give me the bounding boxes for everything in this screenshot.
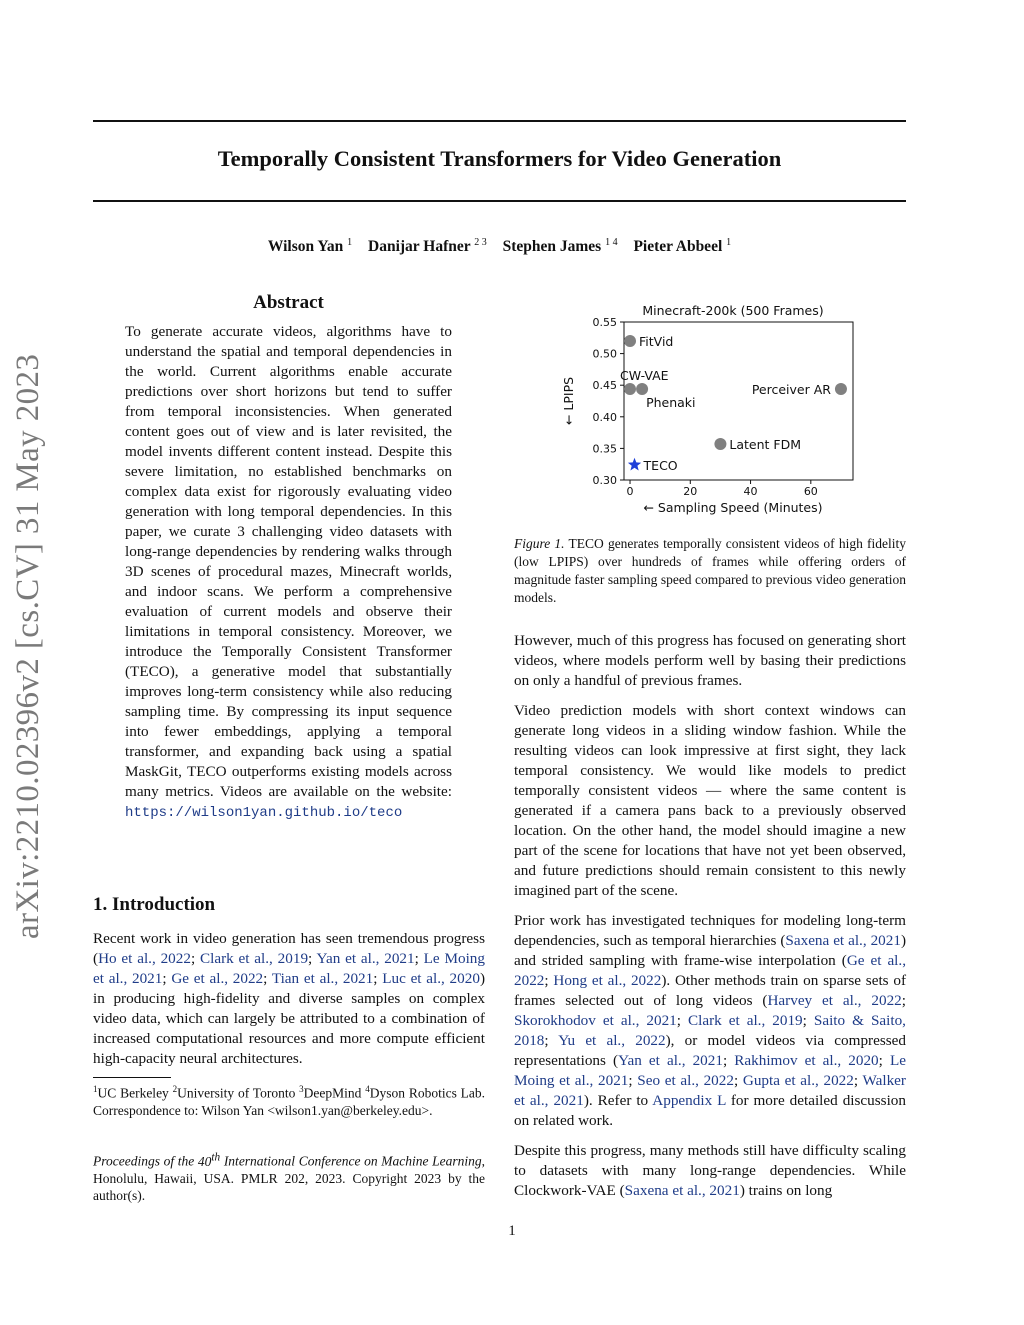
citation-link[interactable]: Le Moing et al., 2021 [514, 1052, 906, 1089]
appendix-link[interactable]: Appendix L [652, 1092, 726, 1109]
abstract-heading: Abstract [253, 292, 324, 313]
point-cw-vae [624, 383, 636, 395]
citation-link[interactable]: Skorokhodov et al., 2021 [514, 1012, 677, 1029]
author: Wilson Yan $^1$ [267, 237, 353, 256]
point-phenaki [636, 383, 648, 395]
citation-link[interactable]: Saito & Saito, 2018 [514, 1012, 906, 1049]
citation-link[interactable]: Ge et al., 2022 [171, 970, 264, 987]
chart-x-label: ← Sampling Speed (Minutes) [643, 500, 823, 515]
citation-link[interactable]: Le Moing et al., 2021 [93, 950, 485, 987]
correspondence: Correspondence to: Wilson Yan <wilson1.yan@berkeley.edu>. [93, 1102, 433, 1118]
citation-link[interactable]: Seo et al., 2022 [637, 1072, 734, 1089]
citation-link[interactable]: Clark et al., 2019 [199, 950, 309, 967]
citation-link[interactable]: Rakhimov et al., 2020 [734, 1052, 879, 1069]
chart-title: Minecraft-200k (500 Frames) [642, 303, 824, 318]
y-tick-label: 0.50 [592, 347, 617, 361]
x-tick-label: 20 [683, 485, 698, 498]
citation-link[interactable]: Ge et al., 2022 [514, 952, 906, 989]
x-tick-label: 60 [803, 485, 818, 498]
paragraph: Despite this progress, many methods still have difficulty scaling to datasets with many long-range dependencies. While Clockwork-VAE (Saxena et al., 2021) trains on long [514, 1142, 906, 1199]
abstract-text: To generate accurate videos, algorithms have to understand the spatial and temporal dependencies in the world. Current algorithms enable accurate predictions over short horizons but tend to suffer from temporal inconsistencies. When generated content goes out of view and is later revisited, the model invents different content instead. Despite this severe limitation, no established benchmarks on complex data exist for rigorously evaluating video generation with long temporal dependencies. In this paper, we curate 3 challenging video datasets with long-range dependencies by rendering walks through 3D scenes of procedural mazes, Minecraft worlds, and indoor scans. We perform a comprehensive evaluation of current models and observe their limitations in temporal consistency. Moreover, we introduce the Temporally Consistent Transformer (TECO), a generative model that substantially improves long-term consistency while also reducing sampling time. By compressing its input sequence into fewer embeddings, applying a temporal transformer, and expanding back using a spatial MaskGit, TECO outperforms existing models across many metrics. Videos are available on the website: [125, 323, 452, 800]
point-label-phenaki: Phenaki [646, 394, 696, 410]
y-tick-label: 0.55 [592, 316, 617, 329]
author: Danijar Hafner $^{2 3}$ [368, 237, 487, 256]
arxiv-stamp [0, 0, 66, 1325]
point-fitvid [624, 335, 636, 347]
citation-link[interactable]: Ho et al., 2022 [98, 950, 191, 967]
figure-label: Figure 1. [514, 536, 565, 551]
chart-points [620, 334, 847, 473]
citation-link[interactable]: Saxena et al., 2021 [624, 1182, 740, 1199]
chart-y-label: ← LPIPS [561, 376, 576, 426]
figure-1-chart [555, 300, 875, 522]
paragraph: Prior work has investigated techniques for modeling long-term dependencies, such as temporal hierarchies (Saxena et al., 2021) and strided sampling with frame-wise interpolation (Ge et al., 2022; Hong et al., 2022). Other methods train on sparse sets of frames selected out of long videos (Harvey et al., 2022; Skorokhodov et al., 2021; Clark et al., 2019; Saito & Saito, 2018; Yu et al., 2022), or model videos via compressed representations (Yan et al., 2021; Rakhimov et al., 2020; Le Moing et al., 2021; Seo et al., 2022; Gupta et al., 2022; Walker et al., 2021). Refer to Appendix L for more detailed discussion on related work. [514, 912, 907, 1129]
author-list [93, 237, 906, 256]
title-bottom-rule [93, 200, 906, 202]
citation-link[interactable]: Hong et al., 2022 [553, 972, 662, 989]
y-tick-label: 0.45 [592, 379, 617, 393]
point-label-cw-vae: CW-VAE [620, 367, 669, 383]
footnote-rule [93, 1077, 171, 1078]
intro-paragraph: Recent work in video generation has seen tremendous progress (Ho et al., 2022; Clark et al., 2019; Yan et al., 2021; Le Moing et al., 2021; Ge et al., 2022; Tian et al., 2021; Luc et al., 2020) in producing high-fidelity and diverse samples on complex video data, which can largely be attributed to a combination of increased computational resources and more compute efficient high-capacity neural architectures. [93, 930, 485, 1067]
point-perceiver-ar [835, 383, 847, 395]
point-label-perceiver-ar: Perceiver AR [751, 381, 831, 397]
proceedings-note: Proceedings of the 40th International Conference on Machine Learning, Honolulu, Hawaii, USA. PMLR 202, 2023. Copyright 2023 by the author(s). [93, 1151, 485, 1203]
x-tick-label: 40 [743, 485, 758, 498]
citation-link[interactable]: Clark et al., 2019 [688, 1012, 803, 1029]
point-label-teco: TECO [643, 457, 678, 473]
citation-link[interactable]: Yan et al., 2021 [618, 1052, 723, 1069]
affiliation-footnote: $^1$UC Berkeley $^2$University of Toronto $^3$DeepMind $^4$Dyson Robotics Lab. Correspondence to: Wilson Yan <wilson1.yan@berkeley.edu>. [93, 1084, 486, 1118]
citation-link[interactable]: Harvey et al., 2022 [767, 992, 902, 1009]
chart-y-axis [593, 316, 625, 487]
citation-link[interactable]: Gupta et al., 2022 [742, 1072, 854, 1089]
citation-link[interactable]: Walker et al., 2021 [514, 1072, 906, 1109]
point-teco-star [628, 458, 641, 471]
title-top-rule [93, 120, 906, 122]
section-heading-introduction: 1. Introduction [93, 894, 216, 915]
y-tick-label: 0.40 [592, 410, 617, 424]
paragraph: Video prediction models with short context windows can generate long videos in a sliding window fashion. While the resulting videos can look impressive at first sight, they lack temporal consistency. We would like models to predict temporally consistent videos — where the same content is generated if a camera pans back to a previously observed location. On the other hand, the model should imagine a new part of the scene for locations that have not yet been observed, and future predictions should remain consistent to this newly imagined part of the scene. [514, 702, 906, 899]
abstract-body [125, 322, 452, 823]
y-tick-label: 0.30 [592, 474, 617, 487]
figure-1-caption: Figure 1. TECO generates temporally consistent videos of high fidelity (low LPIPS) over hundreds of frames while offering orders of magnitude faster sampling speed compared to previous video generation models. [514, 536, 906, 605]
x-tick-label: 0 [626, 485, 634, 498]
chart-x-axis [627, 480, 818, 498]
paragraph: However, much of this progress has focused on generating short videos, where models perform well by basing their predictions on only a handful of previous frames. [514, 632, 906, 689]
right-column-body [514, 631, 906, 1211]
citation-link[interactable]: Yu et al., 2022 [558, 1032, 666, 1049]
point-latent-fdm [714, 438, 726, 450]
page-number: 1 [508, 1223, 516, 1239]
author: Stephen James $^{1 4}$ [502, 237, 618, 256]
arxiv-id: arXiv:2210.02396v2 [cs.CV] 31 May 2023 [10, 353, 46, 939]
point-label-fitvid: FitVid [639, 333, 674, 349]
citation-link[interactable]: Yan et al., 2021 [316, 950, 415, 967]
paper-title: Temporally Consistent Transformers for Video Generation [217, 146, 782, 171]
citation-link[interactable]: Luc et al., 2020 [382, 970, 480, 987]
author: Pieter Abbeel $^1$ [633, 237, 732, 256]
citation-link[interactable]: Tian et al., 2021 [271, 970, 374, 987]
y-tick-label: 0.35 [592, 442, 617, 456]
citation-link[interactable]: Saxena et al., 2021 [785, 932, 901, 949]
project-url-link[interactable]: https://wilson1yan.github.io/teco [125, 805, 403, 821]
point-label-latent-fdm: Latent FDM [729, 436, 802, 452]
